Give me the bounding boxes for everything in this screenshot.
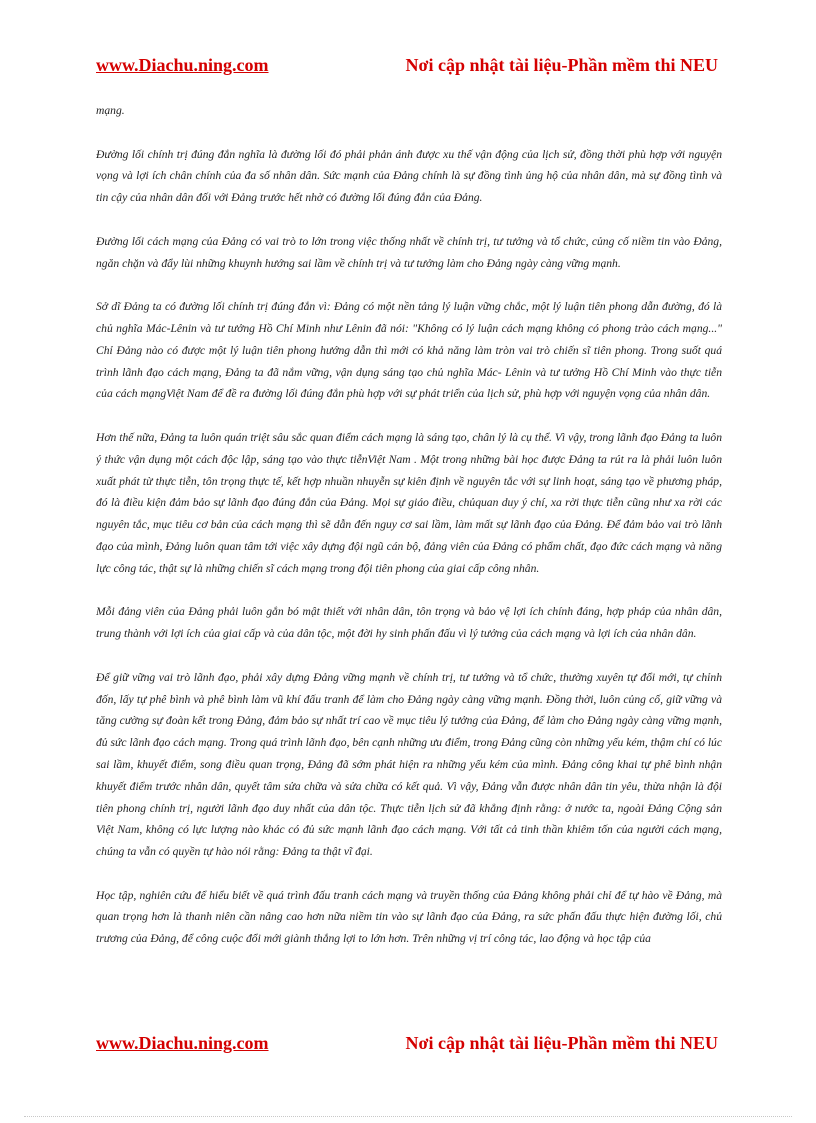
- paragraph: Đường lối cách mạng của Đảng có vai trò to lớn trong việc thống nhất về chính trị, tư tưởng và tổ chức, củng cố niềm tin vào Đảng, ngăn chặn và đẩy lùi những khuynh hướng sai lầm về chính trị và tư tưởng làm cho Đảng ngày càng vững mạnh.: [96, 234, 722, 270]
- header-tagline: Nơi cập nhật tài liệu-Phần mềm thi NEU: [405, 54, 718, 75]
- document-body: [96, 100, 722, 1018]
- paragraph: Hơn thế nữa, Đảng ta luôn quán triệt sâu sắc quan điểm cách mạng là sáng tạo, chân lý là cụ thể. Vì vậy, trong lãnh đạo Đảng ta luôn ý thức vận dụng một cách độc lập, sáng tạo vào thực tiễnViệt Nam . Một trong những bài học được Đảng ta rút ra là phải luôn luôn xuất phát từ thực tiễn, tôn trọng thực tế, kết hợp nhuần nhuyễn sự kiên định về nguyên tắc với sự linh hoạt, sáng tạo về phương pháp, đó là điều kiện đảm bảo sự lãnh đạo đúng đắn của Đảng. Mọi sự giáo điều, chủquan duy ý chí, xa rời thực tiễn cũng như xa rời các nguyên tắc, mục tiêu cơ bản của cách mạng thì sẽ dẫn đến nguy cơ sai lầm, làm mất sự lãnh đạo của Đảng. Để đảm bảo vai trò lãnh đạo của mình, Đảng luôn quan tâm tới việc xây dựng đội ngũ cán bộ, đảng viên của Đảng có phẩm chất, đạo đức cách mạng và năng lực công tác, thật sự là những chiến sĩ cách mạng trong đội tiên phong của giai cấp công nhân.: [96, 430, 722, 575]
- paragraph: Sở dĩ Đảng ta có đường lối chính trị đúng đắn vì: Đảng có một nền tảng lý luận vững chắc, một lý luận tiên phong dẫn đường, đó là chủ nghĩa Mác-Lênin và tư tưởng Hồ Chí Minh như Lênin đã nói: "Không có lý luận cách mạng không có phong trào cách mạng..." Chỉ Đảng nào có được một lý luận tiên phong hướng dẫn thì mới có khả năng làm tròn vai trò chiến sĩ tiên phong. Trong suốt quá trình lãnh đạo cách mạng, Đảng ta đã nắm vững, vận dụng sáng tạo chủ nghĩa Mác- Lênin và tư tưởng Hồ Chí Minh vào thực tiễn của cách mạngViệt Nam để đề ra đường lối đúng đắn phù hợp với sự phát triển của lịch sử, phù hợp với nguyện vọng của nhân dân.: [96, 300, 722, 401]
- paragraph: Học tập, nghiên cứu để hiểu biết về quá trình đấu tranh cách mạng và truyền thống của Đảng không phải chỉ để tự hào về Đảng, mà quan trọng hơn là thanh niên cần nâng cao hơn nữa niềm tin vào sự lãnh đạo của Đảng, ra sức phấn đấu thực hiện đường lối, chủ trương của Đảng, để công cuộc đổi mới giành thắng lợi to lớn hơn. Trên những vị trí công tác, lao động và học tập của: [96, 888, 722, 946]
- paragraph: Mỗi đảng viên của Đảng phải luôn gắn bó mật thiết với nhân dân, tôn trọng và bảo vệ lợi ích chính đáng, hợp pháp của nhân dân, trung thành với lợi ích của giai cấp và của dân tộc, một đời hy sinh phấn đấu vì lý tưởng của cách mạng và lợi ích của nhân dân.: [96, 605, 722, 641]
- header-site-link[interactable]: www.Diachu.ning.com: [96, 54, 269, 75]
- footer-site-link[interactable]: www.Diachu.ning.com: [96, 1032, 269, 1053]
- paragraph: mạng.: [96, 104, 125, 117]
- paragraph: Đường lối chính trị đúng đắn nghĩa là đường lối đó phải phản ánh được xu thế vận động của lịch sử, đồng thời phù hợp với nguyện vọng và lợi ích chân chính của đa số nhân dân. Sức mạnh của Đảng chính là sự đồng tình ủng hộ của nhân dân, mà sự đồng tình và tin cậy của nhân dân đối với Đảng trước hết nhờ có đường lối đúng đắn của Đảng.: [96, 147, 722, 205]
- footer-tagline: Nơi cập nhật tài liệu-Phần mềm thi NEU: [405, 1032, 718, 1053]
- page-footer: [96, 1031, 718, 1055]
- page-edge-divider: [24, 1116, 792, 1117]
- page-header: [96, 53, 718, 77]
- paragraph: Để giữ vững vai trò lãnh đạo, phải xây dựng Đảng vững mạnh về chính trị, tư tưởng và tổ chức, thường xuyên tự đổi mới, tự chỉnh đốn, lấy tự phê bình và phê bình làm vũ khí đấu tranh để làm cho Đảng ngày càng vững mạnh. Đồng thời, luôn củng cố, giữ vững và tăng cường sự đoàn kết trong Đảng, đảm bảo sự nhất trí cao về mục tiêu lý tưởng của Đảng, để làm cho Đảng ngày càng vững mạnh, đủ sức lãnh đạo cách mạng. Trong quá trình lãnh đạo, bên cạnh những ưu điểm, trong Đảng cũng còn những yếu kém, thậm chí có lúc sai lầm, khuyết điểm, song điều quan trọng, Đảng đã sớm phát hiện ra những yếu kém của mình. Đảng công khai tự phê bình nhận khuyết điểm trước nhân dân, quyết tâm sửa chữa và sửa chữa có kết quả. Vì vậy, Đảng vẫn được nhân dân tin yêu, thừa nhận là đội tiên phong chính trị, người lãnh đạo duy nhất của dân tộc. Thực tiễn lịch sử đã khẳng định rằng: ở nước ta, ngoài Đảng Cộng sản Việt Nam, không có lực lượng nào khác có đủ sức mạnh lãnh đạo cách mạng. Với tất cả tinh thần khiêm tốn của người cách mạng, chúng ta vẫn có quyền tự hào nói rằng: Đảng ta thật vĩ đại.: [96, 670, 722, 859]
